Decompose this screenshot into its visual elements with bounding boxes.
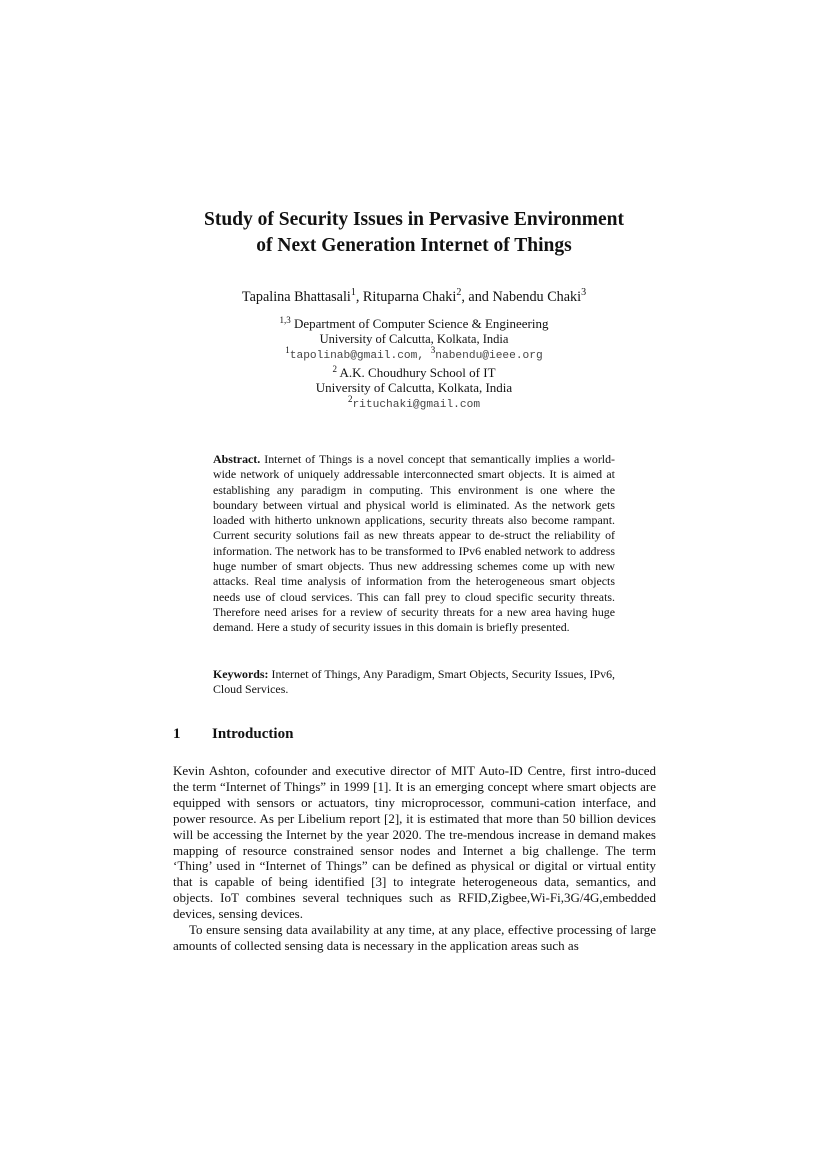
paper-title: [120, 207, 708, 259]
email-superscript: 1: [285, 345, 290, 355]
body-text: [173, 763, 656, 954]
abstract: [213, 452, 615, 636]
paragraph: Kevin Ashton, cofounder and executive director of MIT Auto-ID Centre, first intro-duced the term “Internet of Things” in 1999 [1]. It is an emerging concept where smart objects are equipped with sensors or actuators, tiny microprocessor, communi-cation interface, and power resource. As per Libelium report [2], it is estimated that more than 50 billion devices will be accessing the Internet by the year 2020. The tre-mendous increase in demand makes mapping of resource constrained sensor nodes and Internet a big challenge. The term ‘Thing’ used in “Internet of Things” can be defined as physical or digital or virtual entity that is capable of being identified [3] to integrate heterogeneous data, semantics, and objects. IoT combines several techniques such as RFID,Zigbee,Wi-Fi,3G/4G,embedded devices, sensing devices.: [173, 763, 656, 922]
author-name: , Rituparna Chaki: [355, 289, 457, 305]
paragraph: To ensure sensing data availability at any time, at any place, effective processing of large amounts of collected sensing data is necessary in the application areas such as: [173, 922, 656, 953]
affiliation-text: Department of Computer Science & Engineering: [290, 316, 549, 331]
affiliation-2-email: [120, 393, 708, 414]
title-line-1: Study of Security Issues in Pervasive Environment: [204, 209, 624, 230]
email-superscript: 3: [430, 345, 436, 355]
abstract-label: Abstract.: [213, 452, 261, 466]
author-name: Tapalina Bhattasali: [241, 289, 351, 305]
email-address: nabendu@ieee.org: [435, 350, 543, 362]
author-superscript: 1: [350, 287, 356, 298]
section-number: 1: [173, 726, 181, 742]
affiliations: [120, 316, 708, 413]
email-superscript: 2: [347, 393, 353, 404]
affiliation-text: A.K. Choudhury School of IT: [336, 364, 496, 380]
affiliation-1-university: University of Calcutta, Kolkata, India: [319, 331, 509, 346]
section-title: Introduction: [212, 726, 294, 742]
abstract-text: Internet of Things is a novel concept that semantically implies a world-wide network of uniquely addressable interconnected smart objects. It is aimed at establishing any paradigm in computing. This environment is one where the boundary between virtual and physical world is eliminated. As the network gets loaded with hitherto unknown applications, security threats also become rampant. Current security solutions fail as new threats appear to de-struct the reliability of information. The network has to be transformed to IPv6 enabled network to address huge number of smart objects. Thus new addressing schemes come up with new attacks. Real time analysis of information from the heterogeneous smart objects needs use of cloud services. This can fall prey to cloud specific security threats. Therefore need arises for a review of security threats for a new area having huge demand. Here a study of security issues in this domain is briefly presented.: [213, 452, 615, 635]
keywords: [213, 667, 615, 698]
affiliation-superscript: 1,3: [279, 315, 291, 325]
author-list: [120, 287, 708, 307]
keywords-label: Keywords:: [213, 667, 269, 681]
author-superscript: 2: [456, 287, 462, 298]
affiliation-1-emails: [120, 347, 708, 365]
affiliation-2-dept: [120, 365, 708, 381]
author-superscript: 3: [581, 287, 587, 298]
affiliation-1-dept: [120, 316, 708, 332]
affiliation-2-university: University of Calcutta, Kolkata, India: [315, 380, 513, 395]
affiliation-superscript: 2: [332, 363, 337, 374]
section-heading: [173, 724, 293, 744]
keywords-text: Internet of Things, Any Paradigm, Smart Objects, Security Issues, IPv6, Cloud Services.: [213, 667, 615, 697]
title-line-2: of Next Generation Internet of Things: [256, 235, 572, 256]
email-address: tapolinab@gmail.com,: [289, 350, 431, 362]
author-name: , and Nabendu Chaki: [461, 289, 582, 305]
email-address: rituchaki@gmail.com: [352, 398, 481, 411]
